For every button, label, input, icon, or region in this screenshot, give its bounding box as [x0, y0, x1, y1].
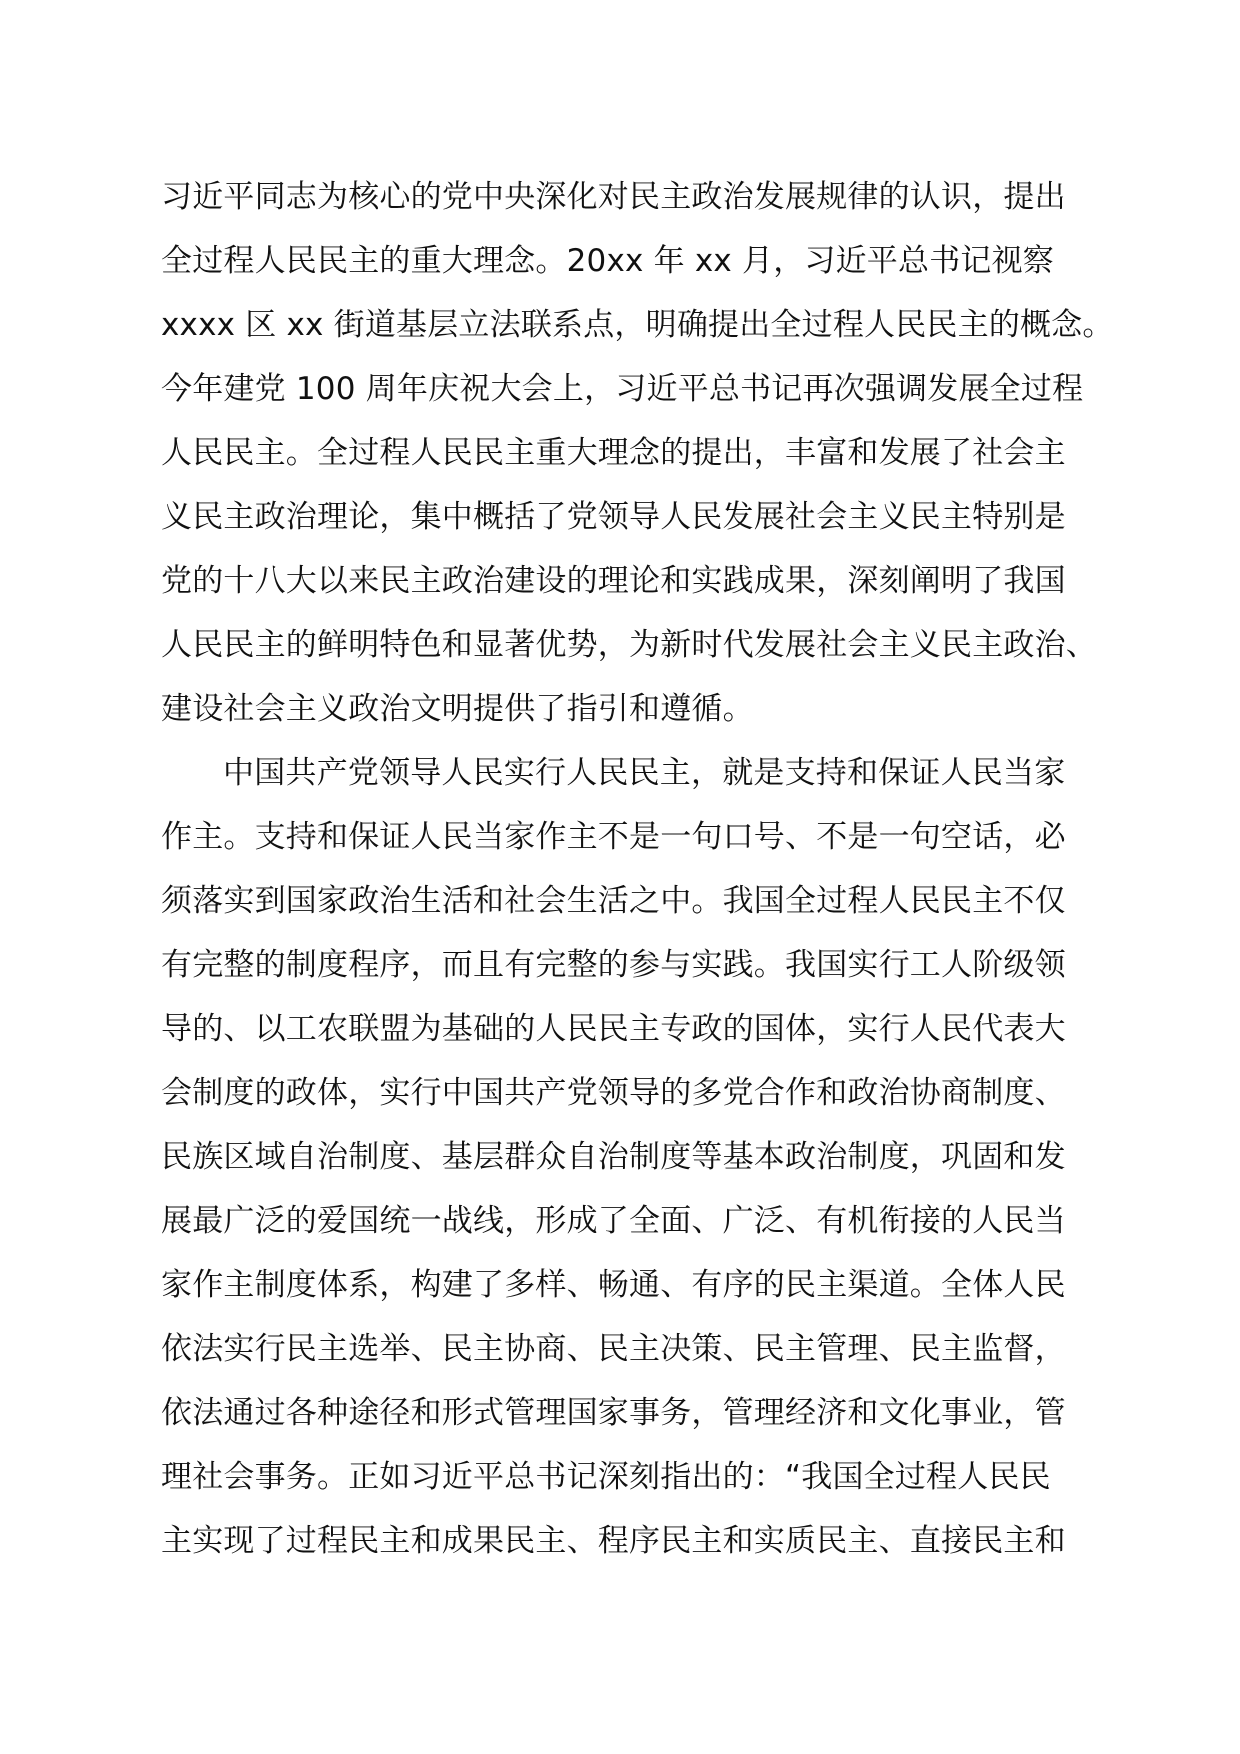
text-line: 有完整的制度程序，而且有完整的参与实践。我国实行工人阶级领 — [161, 947, 1066, 983]
text-line: 展最广泛的爱国统一战线，形成了全面、广泛、有机衔接的人民当 — [161, 1203, 1066, 1239]
text-line: 习近平同志为核心的党中央深化对民主政治发展规律的认识，提出 — [161, 179, 1066, 215]
text-line: 理社会事务。正如习近平总书记深刻指出的：“我国全过程人民民 — [161, 1459, 1051, 1495]
text-line: 会制度的政体，实行中国共产党领导的多党合作和政治协商制度、 — [161, 1075, 1066, 1111]
text-line: 家作主制度体系，构建了多样、畅通、有序的民主渠道。全体人民 — [161, 1267, 1066, 1303]
text-line: 全过程人民民主的重大理念。20xx 年 xx 月，习近平总书记视察 — [161, 243, 1054, 279]
paragraph-start-line: 中国共产党领导人民实行人民民主，就是支持和保证人民当家 — [223, 755, 1066, 791]
text-line: 民族区域自治制度、基层群众自治制度等基本政治制度，巩固和发 — [161, 1139, 1066, 1175]
text-line: 建设社会主义政治文明提供了指引和遵循。 — [161, 691, 754, 727]
text-line: 人民民主。全过程人民民主重大理念的提出，丰富和发展了社会主 — [161, 435, 1066, 471]
text-line: 导的、以工农联盟为基础的人民民主专政的国体，实行人民代表大 — [161, 1011, 1066, 1047]
text-line: 须落实到国家政治生活和社会生活之中。我国全过程人民民主不仅 — [161, 883, 1066, 919]
text-line: 义民主政治理论，集中概括了党领导人民发展社会主义民主特别是 — [161, 499, 1066, 535]
text-line: xxxx 区 xx 街道基层立法联系点，明确提出全过程人民民主的概念。 — [161, 307, 1114, 343]
text-line: 依法通过各种途径和形式管理国家事务，管理经济和文化事业，管 — [161, 1395, 1066, 1431]
text-line: 主实现了过程民主和成果民主、程序民主和实质民主、直接民主和 — [161, 1523, 1066, 1559]
text-line: 党的十八大以来民主政治建设的理论和实践成果，深刻阐明了我国 — [161, 563, 1066, 599]
text-line: 依法实行民主选举、民主协商、民主决策、民主管理、民主监督， — [161, 1331, 1066, 1367]
text-line: 今年建党 100 周年庆祝大会上，习近平总书记再次强调发展全过程 — [161, 371, 1084, 407]
text-line: 人民民主的鲜明特色和显著优势，为新时代发展社会主义民主政治、 — [161, 627, 1097, 663]
text-line: 作主。支持和保证人民当家作主不是一句口号、不是一句空话，必 — [161, 819, 1066, 855]
